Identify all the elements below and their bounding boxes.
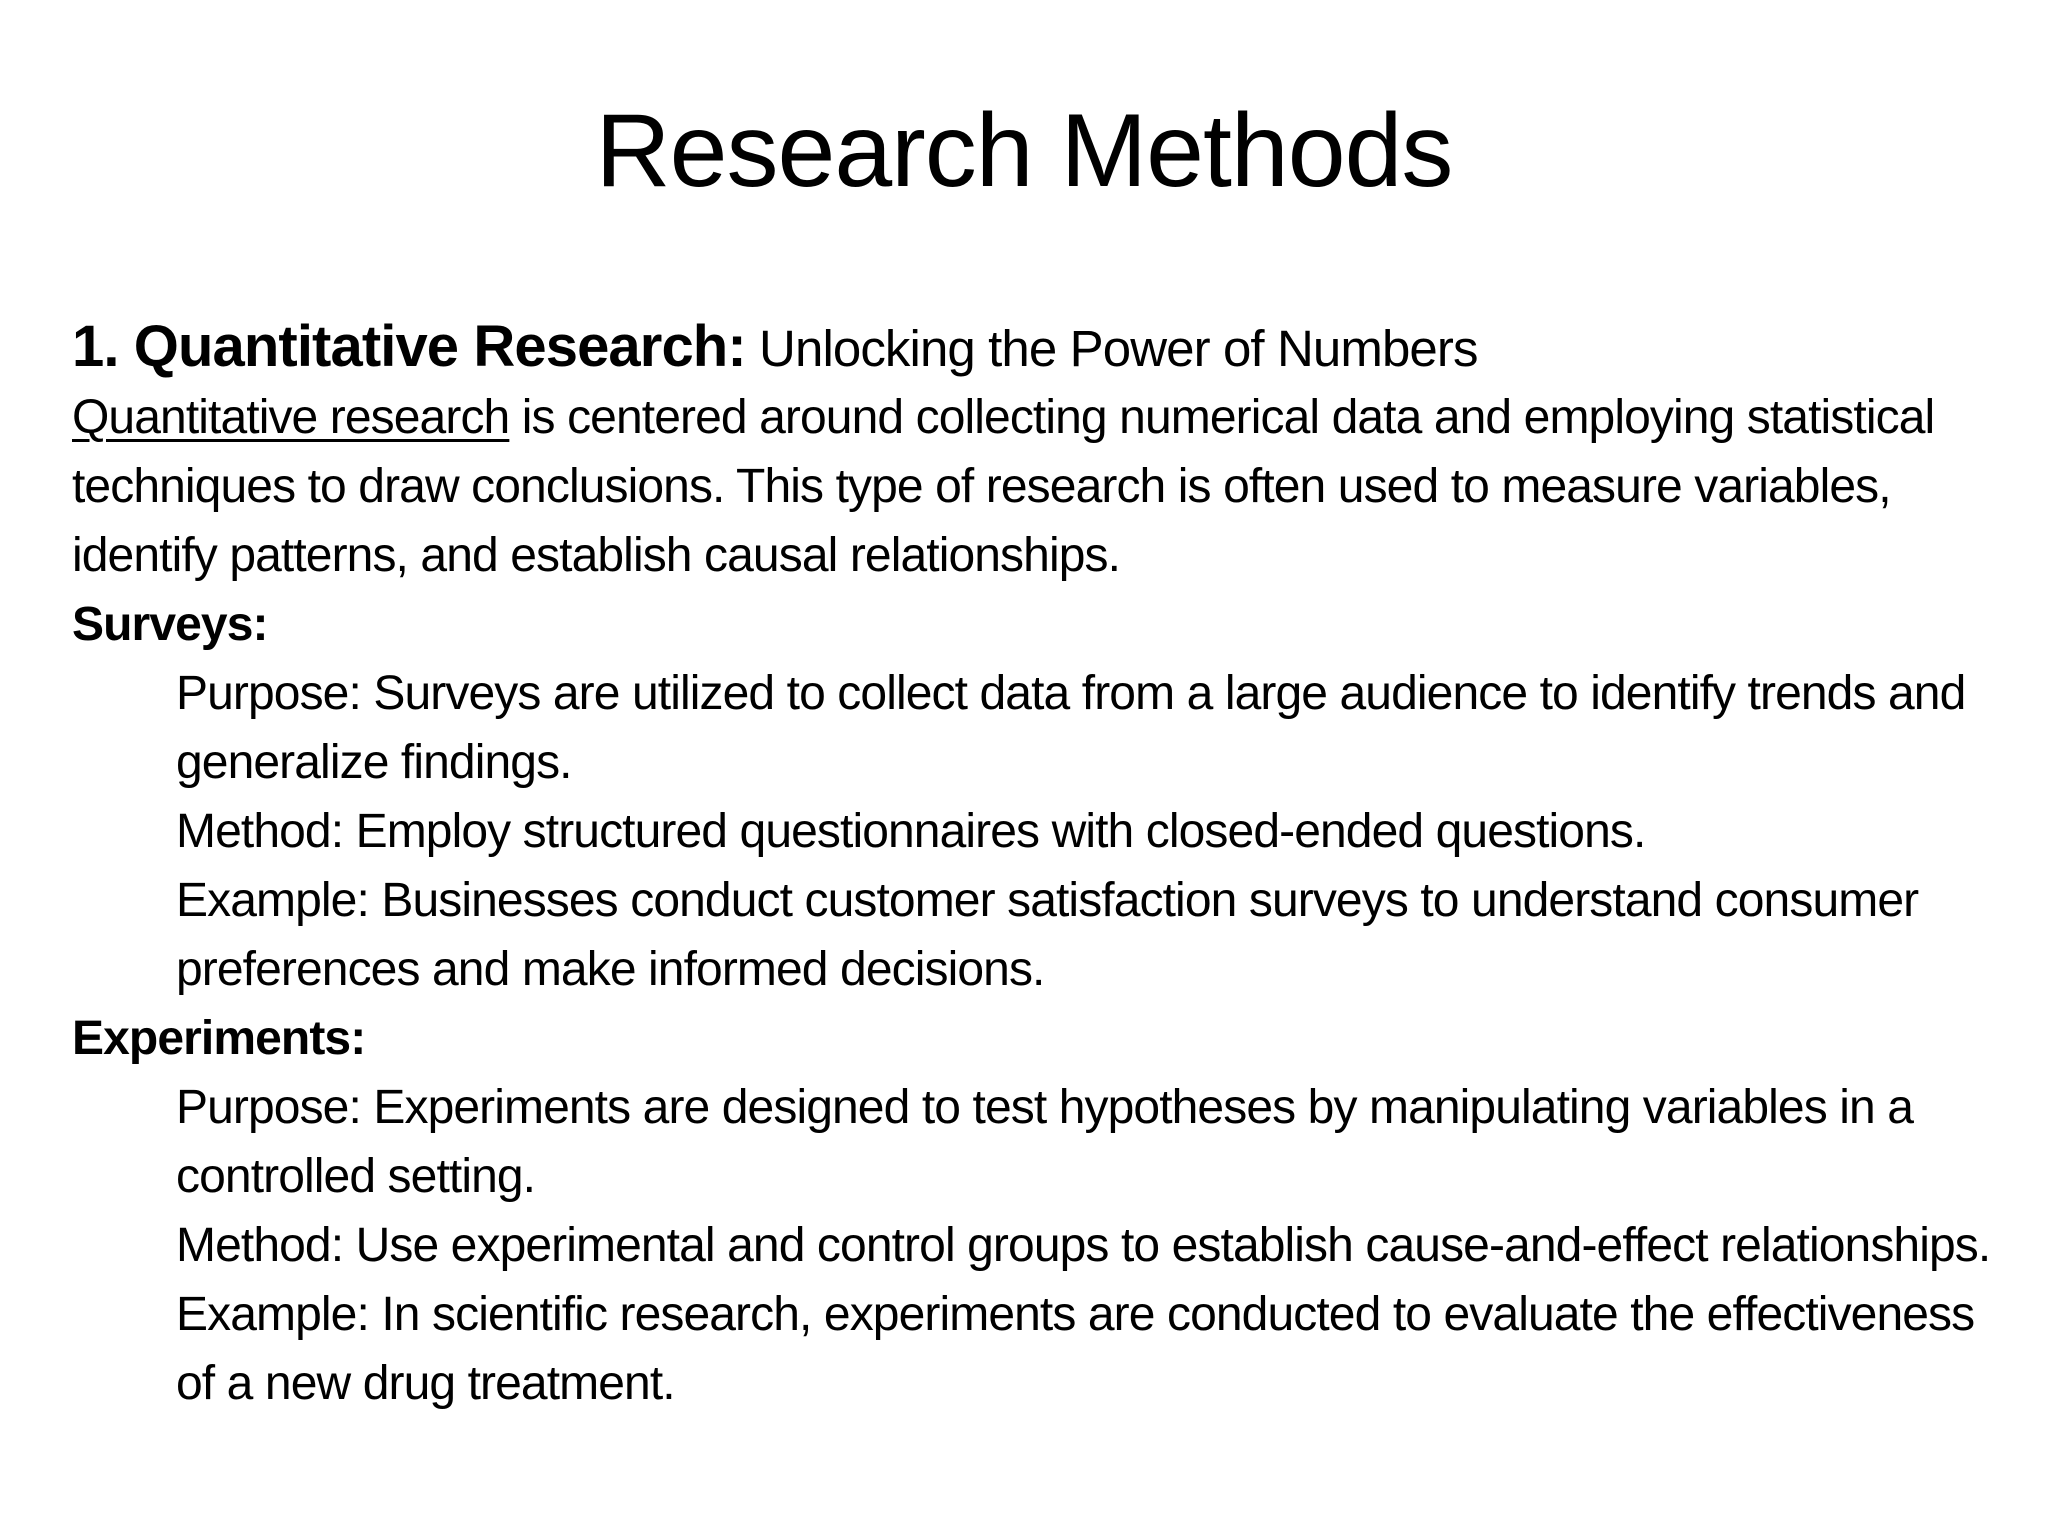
experiments-example: Example: In scientific research, experiments are conducted to evaluate the effectiveness of a new drug treatment.: [176, 1288, 1975, 1410]
surveys-method: Method: Employ structured questionnaires with closed-ended questions.: [176, 805, 1646, 858]
surveys-example: Example: Businesses conduct customer satisfaction surveys to understand consumer preferences and make informed decisions.: [176, 874, 1919, 996]
experiments-label: Experiments:: [72, 1012, 366, 1065]
section-heading-title: 1. Quantitative Research:: [72, 314, 746, 379]
slide-body: [72, 312, 2002, 1418]
section-heading-subtitle: Unlocking the Power of Numbers: [759, 320, 1478, 377]
surveys-label: Surveys:: [72, 598, 268, 651]
experiments-purpose: Purpose: Experiments are designed to test hypotheses by manipulating variables in a controlled setting.: [176, 1081, 1914, 1203]
slide-title: Research Methods: [595, 93, 1453, 209]
intro-text: is centered around collecting numerical data and employing statistical techniques to draw conclusions. This type of research is often used to measure variables, identify patterns, and establish causal relationships.: [72, 391, 1935, 582]
experiments-method: Method: Use experimental and control groups to establish cause-and-effect relationships.: [176, 1219, 1991, 1272]
section-heading: [72, 312, 2002, 383]
intro-paragraph: [72, 383, 2002, 590]
surveys-purpose: Purpose: Surveys are utilized to collect data from a large audience to identify trends and generalize findings.: [176, 667, 1966, 789]
intro-term: Quantitative research: [72, 391, 510, 444]
